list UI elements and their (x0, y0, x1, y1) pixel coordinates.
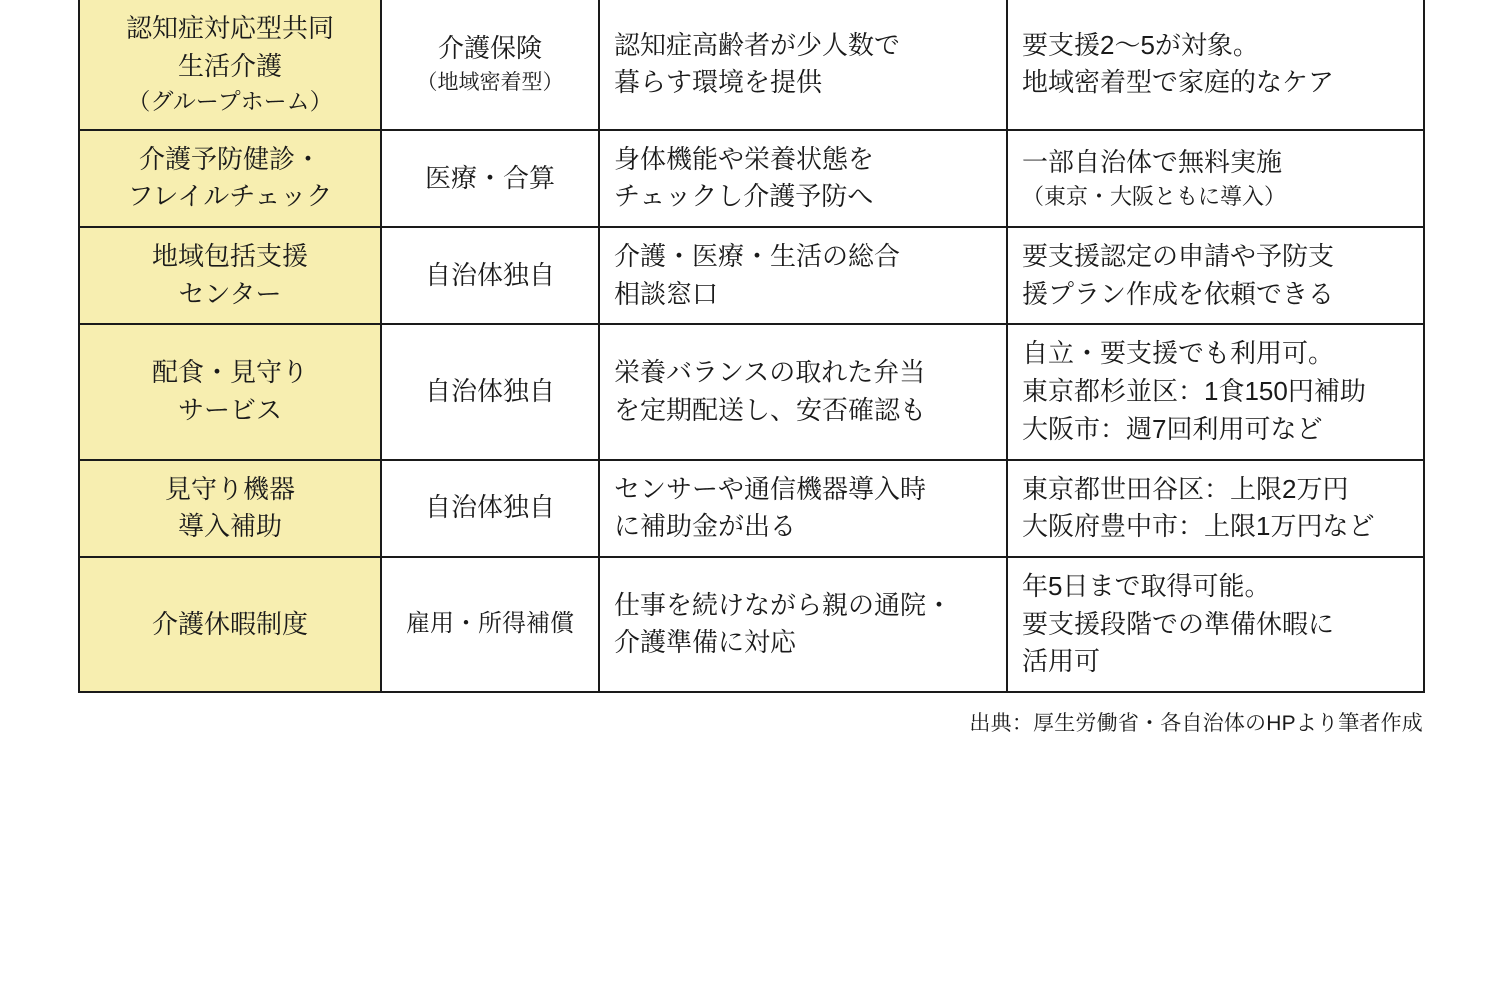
service-desc-cell (599, 0, 1007, 130)
table-row (79, 0, 1424, 130)
table-row (79, 557, 1424, 692)
table-body (79, 0, 1424, 692)
service-name-line: 見守り機器 (164, 473, 295, 504)
service-type-label: 医療・合算 (424, 162, 555, 193)
service-desc-line: 相談窓口 (614, 278, 719, 309)
service-note-line: 大阪府豊中市：上限1万円など (1022, 511, 1375, 542)
service-name-cell (79, 557, 381, 692)
service-desc-line: を定期配送し、安否確認も (614, 395, 927, 425)
service-desc-cell (599, 460, 1007, 557)
service-name-cell (79, 324, 381, 459)
service-name-line: 介護休暇制度 (151, 608, 308, 639)
service-type-cell (381, 460, 599, 557)
service-type-label: 自治体独自 (424, 259, 555, 290)
service-note-line: 要支援2〜5が対象。 (1022, 29, 1259, 60)
service-note-line: 自立・要支援でも利用可。 (1022, 338, 1335, 369)
service-name-subtext: （グループホーム） (127, 88, 333, 115)
service-type-cell (381, 557, 599, 692)
source-caption: 出典：厚生労働省・各自治体のHPより筆者作成 (969, 711, 1423, 735)
service-note-line: 一部自治体で無料実施 (1022, 146, 1283, 177)
service-name-cell (79, 460, 381, 557)
service-desc-cell (599, 557, 1007, 692)
service-note-line: 援プラン作成を依頼できる (1022, 278, 1335, 309)
service-desc-line: 栄養バランスの取れた弁当 (614, 357, 926, 388)
services-table (78, 0, 1425, 693)
service-type-label: 自治体独自 (424, 492, 555, 523)
service-desc-line: に補助金が出る (614, 511, 797, 542)
service-name-line: 配食・見守り (151, 357, 308, 388)
service-name-line: 導入補助 (177, 511, 282, 542)
service-note-line: 活用可 (1022, 646, 1101, 677)
service-name-line: センター (178, 278, 282, 309)
service-desc-line: 暮らす環境を提供 (614, 67, 823, 98)
service-note-cell (1007, 460, 1424, 557)
service-note-cell (1007, 324, 1424, 459)
service-desc-line: 身体機能や栄養状態を (614, 143, 875, 174)
service-type-cell (381, 130, 599, 227)
service-name-line: フレイルチェック (127, 181, 333, 212)
service-type-cell (381, 324, 599, 459)
service-name-line: 生活介護 (177, 50, 282, 81)
service-type-label: 雇用・所得補償 (406, 610, 574, 638)
service-desc-cell (599, 324, 1007, 459)
service-note-cell (1007, 557, 1424, 692)
service-note-line: 東京都杉並区：1食150円補助 (1022, 376, 1366, 407)
service-desc-line: 仕事を続けながら親の通院・ (614, 589, 953, 620)
service-desc-line: 認知症高齢者が少人数で (614, 29, 901, 60)
service-note-line: 大阪市：週7回利用可など (1022, 413, 1323, 444)
service-note-subtext: （東京・大阪ともに導入） (1022, 184, 1287, 210)
service-name-line: サービス (177, 395, 282, 425)
service-type-cell (381, 227, 599, 324)
service-note-line: 要支援段階での準備休暇に (1022, 608, 1335, 639)
service-desc-line: 介護準備に対応 (614, 627, 797, 658)
table-row (79, 324, 1424, 459)
service-desc-cell (599, 227, 1007, 324)
service-note-cell (1007, 0, 1424, 130)
service-note-line: 要支援認定の申請や予防支 (1022, 241, 1335, 272)
service-name-cell (79, 227, 381, 324)
service-desc-line: 介護・医療・生活の総合 (614, 241, 901, 272)
service-name-line: 地域包括支援 (151, 241, 308, 272)
table-row (79, 227, 1424, 324)
table-row (79, 460, 1424, 557)
service-note-line: 地域密着型で家庭的なケア (1022, 67, 1335, 98)
service-type-label: 介護保険 (437, 33, 542, 64)
service-desc-cell (599, 130, 1007, 227)
table-row (79, 130, 1424, 227)
service-name-line: 介護予防健診・ (138, 143, 321, 174)
service-type-subtext: （地域密着型） (416, 70, 564, 94)
service-desc-line: チェックし介護予防へ (614, 181, 874, 212)
service-type-cell (381, 0, 599, 130)
service-note-line: 年5日まで取得可能。 (1022, 570, 1271, 601)
service-name-cell (79, 130, 381, 227)
service-note-cell (1007, 227, 1424, 324)
service-type-label: 自治体独自 (424, 376, 555, 407)
service-name-cell (79, 0, 381, 130)
service-desc-line: センサーや通信機器導入時 (614, 473, 927, 504)
service-name-line: 認知症対応型共同 (125, 13, 334, 43)
service-note-cell (1007, 130, 1424, 227)
service-note-line: 東京都世田谷区：上限2万円 (1022, 473, 1349, 504)
